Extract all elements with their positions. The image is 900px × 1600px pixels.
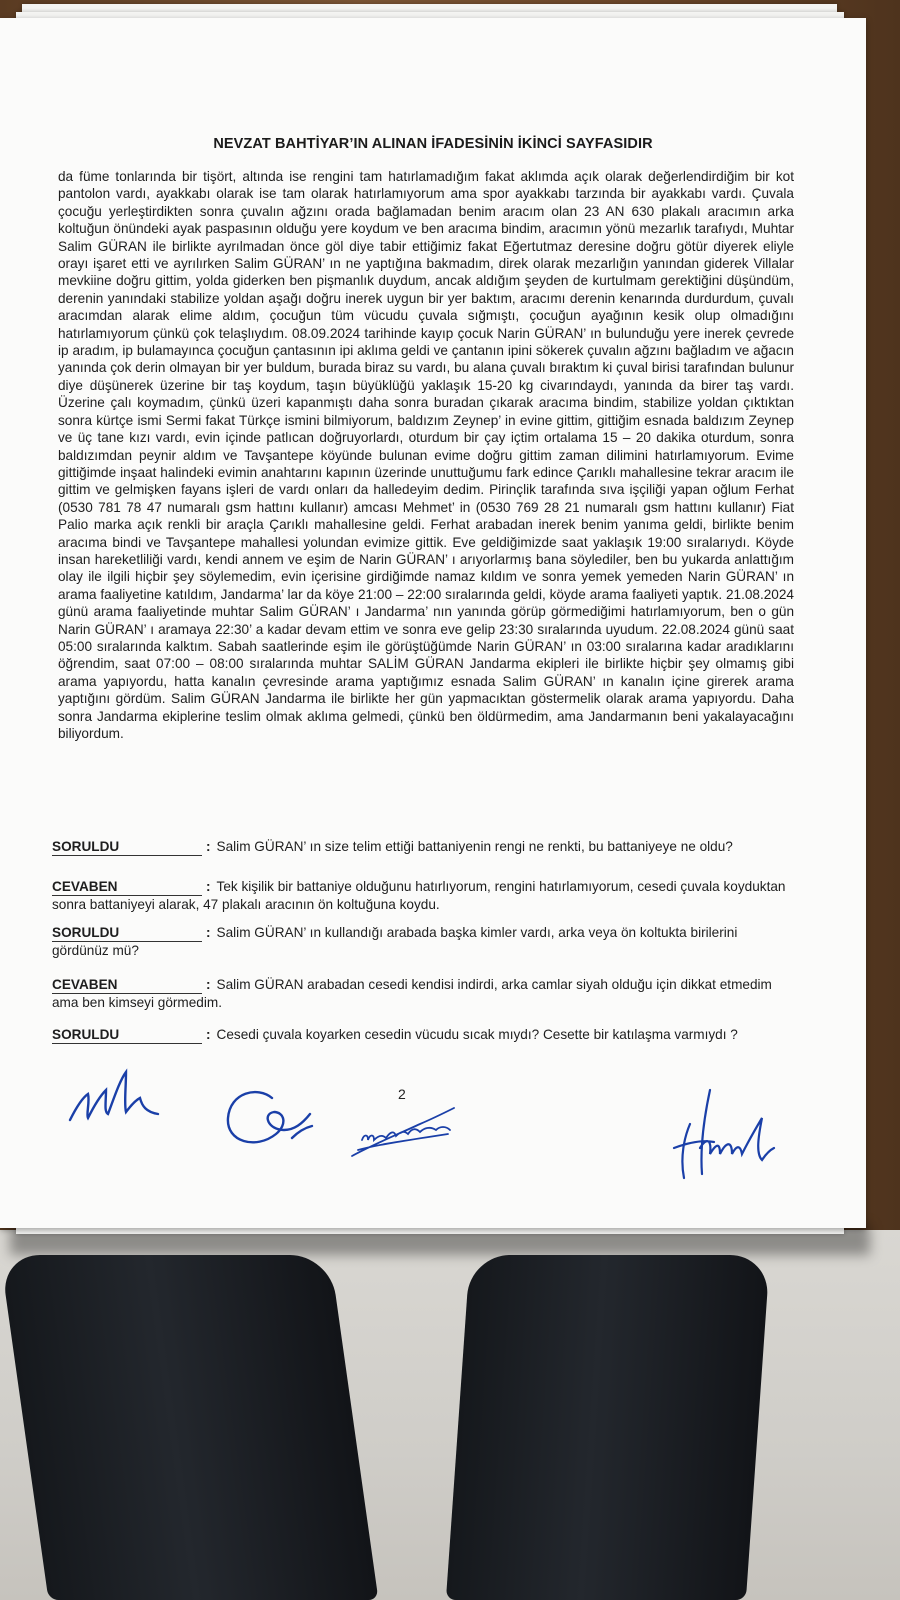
signature-2 [222,1084,322,1154]
qa-colon: : [206,879,211,894]
qa-label: SORULDU [52,838,202,856]
qa-question-1 [52,838,794,856]
left-leg [0,1255,378,1600]
qa-label: SORULDU [52,924,202,942]
qa-answer-2 [52,976,794,1011]
qa-text: Cesedi çuvala koyarken cesedin vücudu sıcak mıydı? Cesette bir katılaşma varmıydı ? [216,1027,738,1042]
page-number: 2 [398,1086,406,1102]
qa-label: CEVABEN [52,976,202,994]
qa-label: CEVABEN [52,878,202,896]
qa-colon: : [206,925,211,940]
qa-question-3 [52,1026,794,1044]
right-leg [446,1255,770,1600]
qa-text: Salim GÜRAN arabadan cesedi kendisi indirdi, arka camlar siyah olduğu için dikkat etmedim ama ben kimseyi görmedim. [52,977,772,1010]
qa-question-2 [52,924,794,959]
qa-colon: : [206,977,211,992]
page-title: NEVZAT BAHTİYAR’IN ALINAN İFADESİNİN İKİNCİ SAYFASIDIR [213,136,653,152]
signature-3 [350,1100,460,1160]
document-page [0,18,866,1228]
qa-answer-1 [52,878,794,913]
qa-text: Salim GÜRAN’ ın kullandığı arabada başka kimler vardı, arka veya ön koltukta birilerini gördünüz mü? [52,925,738,958]
qa-colon: : [206,839,211,854]
qa-text: Tek kişilik bir battaniye olduğunu hatırlıyorum, rengini hatırlamıyorum, cesedi çuvala koyduktan sonra battaniyeyi alarak, 47 plakalı aracının ön koltuğuna koydu. [52,879,786,912]
qa-label: SORULDU [52,1026,202,1044]
signature-4 [670,1088,780,1188]
qa-text: Salim GÜRAN’ ın size telim ettiği battaniyenin rengi ne renkti, bu battaniyeye ne oldu? [216,839,733,854]
qa-colon: : [206,1027,211,1042]
signature-1 [66,1068,166,1128]
statement-body: da füme tonlarında bir tişört, altında ise rengini tam hatırlamadığım fakat aklımda açık olarak değerlendirdiğim bir kot pantolon vardı, ayakkabı olarak ise tam olarak hatırlamıyorum ama spor ayakkabı tarzında bir ayakkabı vardı. Çuvala çocuğu yerleştirdikten sonra çuvalın ağzını orada bağlamadan benim aracım olan 23 AN 630 plakalı aracımın arka koltuğun önündeki ayak paspasının olduğu yere koydum ve ben aracıma bindim, aracımın yönü mezarlık tarafıydı, Muhtar Salim GÜRAN ile birlikte ayrılmadan önce göl diye tabir ettiğimiz fakat Eğertutmaz deresine doğru götür diyerek eliyle orayı işaret etti ve ayrılırken Salim GÜRAN’ ın ne yaptığına bakmadım, direk olarak mezarlığın yanından giderek Villalar mevkiine doğru gittim, yolda giderken ben pişmanlık duydum, ancak aldığım şeyden de kurtulmam gerektiğini düşündüm, derenin yanındaki stabilize yoldan aşağı doğru inerek uygun bir yer baktım, aracımı derenin kenarında durdurdum, çuvalı aracımdan alarak elime aldım, çocuğun tüm vücudu çuvala sığmıştı, çocuğun ayağının kesik olup olmadığını hatırlamıyorum çünkü çok telaşlıydım. 08.09.2024 tarihinde kayıp çocuk Narin GÜRAN’ ın bulunduğu yere inerek çevrede ip aradım, ip bulamayınca çocuğun çantasının ipi aklıma geldi ve çantanın ipini sökerek çuvalın ağzını bağladım ve ağacın yanında çok derin olmayan bir yer buldum, burada biraz su vardı, bu alana çuvalı bıraktım ki çuval birisi tarafından bulunur diye düşünerek üzerine bir taş koydum, taşın büyüklüğü yaklaşık 15-20 kg civarındaydı, yanında da birer taş vardı. Üzerine çalı koymadım, çünkü üzeri kapanmıştı daha sonra buradan çıkarak aracıma bindim, stabilize yoldan çıktıktan sonra kürtçe ismi Sermi fakat Türkçe ismini bilmiyorum, baldızım Zeynep’ in evine gittim, gittiğim esnada baldızım Zeynep ve üç tane kızı vardı, evin içinde patlıcan doğruyorlardı, oturdum bir çay içtim ortalama 15 – 20 dakika oturdum, sonra baldızımdan peynir aldım ve Tavşantepe köyünde bulunan evime doğru gittim zaman dilimini hatırlamıyorum. Evime gittiğimde inşaat halindeki evimin anahtarını kapının üzerinde unuttuğumu fark edince Çarıklı mahallesine tekrar aracım ile gittim ve gelmişken fayans işleri de vardı onları da halledeyim dedim. Pirinçlik tarafında sıva işçiliği yapan oğlum Ferhat (0530 781 78 47 numaralı gsm hattını kullanır) amcası Mehmet’ in (0530 769 28 21 numaralı gsm hattını kullanır) Fiat Palio marka açık renkli bir araçla Çarıklı mahallesine geldi. Ferhat arabadan inerek benim yanıma geldi, birlikte benim aracıma bindi ve Tavşantepe mahallesi yolundan evimize gittik. Eve geldiğimizde saat yaklaşık 19:00 sıralarıydı. Köyde insan hareketliliği vardı, kendi annem ve eşim de Narin GÜRAN’ ı arıyorlarmış bana söylediler, ben bu yukarda anlattığım olay ile ilgili hiçbir şey söylemedim, evin içerisine girdiğimde namaz kıldım ve sonra yemek yemeden Narin GÜRAN’ ın arama faaliyetine katıldım, Jandarma’ lar da köye 21:00 – 22:00 sıralarında geldi, köyde arama faaliyeti yaptık. 21.08.2024 günü arama faaliyetinde muhtar Salim GÜRAN’ ı Jandarma’ nın yanında görüp görmediğimi hatırlamıyorum, ben o gün Narin GÜRAN’ ı aramaya 22:30’ a kadar devam ettim ve sonra eve gelip 23:30 sıralarında uyudum. 22.08.2024 günü saat 05:00 sıralarında kalktım. Sabah saatlerinde eşim ile görüştüğümde Narin GÜRAN’ ın 03:00 sıralarına kadar aradıklarını öğrendim, saat 07:00 – 08:00 sıralarında muhtar SALİM GÜRAN Jandarma ekipleri ile birlikte hiçbir şey olmamış gibi arama yapıyordu, hatta kanalın çevresinde arama yaptığımız esnada Salim GÜRAN’ ın kanalın içine girerek arama yaptığını gördüm. Salim GÜRAN Jandarma ile birlikte her gün yapmacıktan göstermelik olarak arama yapıyordu. Daha sonra Jandarma ekiplerine teslim olmak aklıma gelmedi, çünkü ben öldürmedim, ama Jandarmanın beni yakalayacağını biliyordum. [58,169,794,741]
